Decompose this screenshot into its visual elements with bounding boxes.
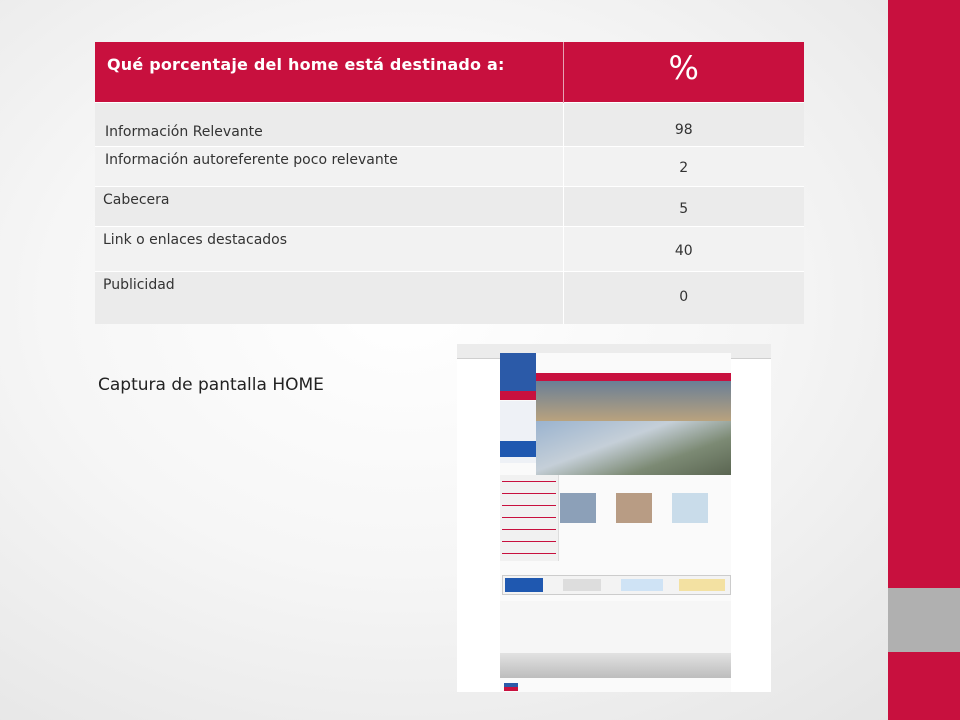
project-thumbnail	[672, 493, 708, 523]
row-value: 40	[674, 243, 693, 259]
row-value: 2	[679, 160, 689, 176]
table-row	[95, 103, 804, 147]
side-accent-bar	[888, 0, 960, 588]
home-screenshot-image	[457, 344, 771, 692]
screenshot-caption: Captura de pantalla HOME	[98, 375, 324, 395]
site-nav-bar	[536, 373, 731, 381]
table-row	[95, 147, 804, 187]
site-logo	[500, 353, 536, 391]
row-label: Información autoreferente poco relevante	[105, 152, 398, 168]
table-header-percent: %	[668, 49, 699, 87]
row-label: Link o enlaces destacados	[103, 232, 288, 248]
side-gray-block	[888, 588, 960, 652]
percentage-table	[95, 42, 804, 324]
table-header-label-cell	[95, 42, 563, 103]
site-footer-links	[500, 601, 731, 657]
flag-icon	[504, 683, 518, 691]
row-label: Cabecera	[103, 192, 170, 208]
row-label: Información Relevante	[105, 124, 263, 140]
side-accent-bar-bottom	[888, 652, 960, 720]
table-row	[95, 187, 804, 227]
row-value: 0	[679, 289, 689, 305]
table-row	[95, 272, 804, 324]
project-thumbnail	[560, 493, 596, 523]
table-header-value-cell	[563, 42, 804, 103]
website-page	[500, 353, 731, 692]
hero-banner	[536, 381, 731, 421]
row-label: Publicidad	[103, 277, 175, 293]
partner-banner-strip	[502, 575, 731, 595]
project-thumbnail	[616, 493, 652, 523]
row-value: 5	[679, 201, 689, 217]
featured-photo	[536, 421, 731, 475]
footer-illustration	[500, 653, 731, 678]
row-value: 98	[674, 122, 693, 138]
table-header-row	[95, 42, 804, 103]
table-row	[95, 227, 804, 272]
left-menu	[500, 475, 559, 561]
table-header-label: Qué porcentaje del home está destinado a:	[107, 55, 505, 74]
